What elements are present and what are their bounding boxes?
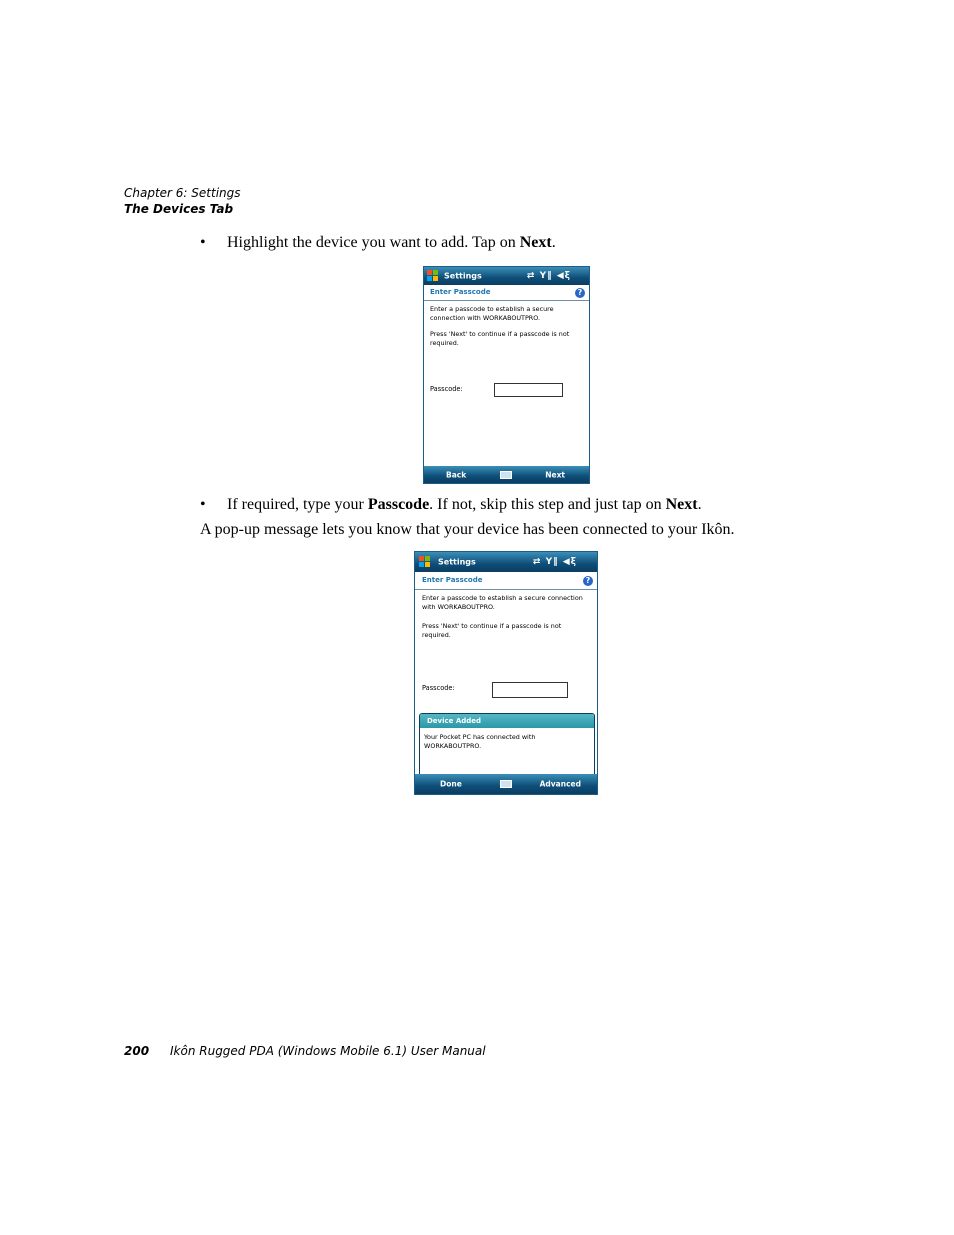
passcode-label: Passcode: <box>430 385 463 393</box>
window-title: Settings <box>438 557 476 567</box>
chapter-header: Chapter 6: Settings <box>124 186 241 200</box>
instruction-line-1: Enter a passcode to establish a secure connection with WORKABOUTPRO. <box>422 594 583 611</box>
keyboard-icon[interactable] <box>500 471 512 479</box>
passcode-screenshot <box>423 266 590 484</box>
next-softkey[interactable]: Next <box>545 470 565 479</box>
title-bar <box>424 267 589 285</box>
section-title: Enter Passcode <box>422 576 483 584</box>
keyboard-icon[interactable] <box>500 780 512 788</box>
instruction-line-2: Press 'Next' to continue if a passcode is not required. <box>422 622 562 639</box>
device-added-screenshot <box>414 551 598 795</box>
windows-start-icon[interactable] <box>427 270 439 282</box>
section-title-bar <box>424 285 589 301</box>
status-icons[interactable]: ⇄ Y‖ ◀ξ <box>532 557 577 567</box>
page-number: 200 <box>124 1044 150 1058</box>
passcode-input[interactable] <box>492 682 568 698</box>
popup-title: Device Added <box>420 714 594 728</box>
back-softkey[interactable]: Back <box>446 470 467 479</box>
section-title-bar <box>415 572 597 590</box>
windows-start-icon[interactable] <box>419 556 431 568</box>
section-title: Enter Passcode <box>430 288 491 296</box>
step1-text: Highlight the device you want to add. Tap on Next. <box>227 234 556 251</box>
bullet: • <box>200 496 206 513</box>
step2-text: If required, type your Passcode. If not, skip this step and just tap on Next. <box>227 496 702 513</box>
popup-description: A pop-up message lets you know that your device has been connected to your Ikôn. <box>200 521 735 538</box>
section-header: The Devices Tab <box>124 202 234 216</box>
help-icon[interactable]: ? <box>583 576 593 586</box>
manual-title: Ikôn Rugged PDA (Windows Mobile 6.1) User Manual <box>170 1044 486 1058</box>
window-title: Settings <box>444 271 482 281</box>
soft-key-bar <box>424 466 589 483</box>
bullet: • <box>200 234 206 251</box>
instruction-line-1: Enter a passcode to establish a secure connection with WORKABOUTPRO. <box>430 305 554 322</box>
passcode-label: Passcode: <box>422 684 455 692</box>
device-added-popup <box>419 713 595 777</box>
help-icon[interactable]: ? <box>575 288 585 298</box>
popup-message: Your Pocket PC has connected with WORKABOUTPRO. <box>424 733 536 750</box>
status-icons[interactable]: ⇄ Y‖ ◀ξ <box>526 271 571 281</box>
soft-key-bar <box>415 774 597 794</box>
advanced-softkey[interactable]: Advanced <box>539 779 581 789</box>
title-bar <box>415 552 597 572</box>
instruction-line-2: Press 'Next' to continue if a passcode is not required. <box>430 330 570 347</box>
done-softkey[interactable]: Done <box>440 779 462 789</box>
passcode-input[interactable] <box>494 383 563 397</box>
